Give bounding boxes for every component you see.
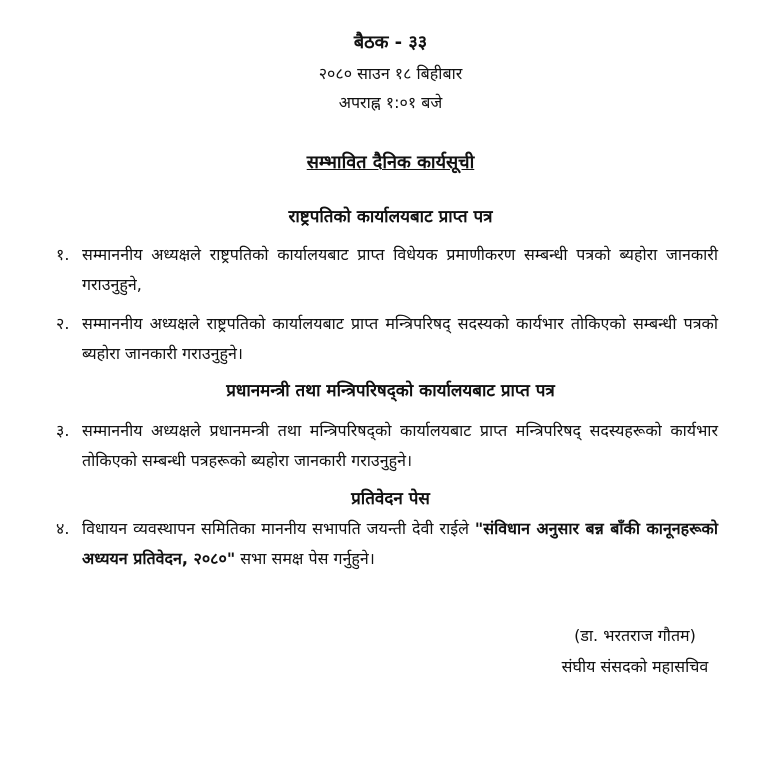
agenda-item <box>56 416 718 476</box>
meeting-number: बैठक - ३३ <box>353 32 428 53</box>
section-heading-president-office: राष्ट्रपतिको कार्यालयबाट प्राप्त पत्र <box>288 207 493 227</box>
signatory-title: संघीय संसदको महासचिव <box>561 657 709 676</box>
item-number: १. <box>56 245 70 264</box>
item-number: ३. <box>56 421 70 440</box>
section-heading-report-submission: प्रतिवेदन पेस <box>351 489 430 509</box>
meeting-time: अपराह्न १:०१ बजे <box>338 93 443 112</box>
item-text: सम्माननीय अध्यक्षले राष्ट्रपतिको कार्यालयबाट प्राप्त मन्त्रिपरिषद् सदस्यको कार्यभार तोकिएको सम्बन्धी पत्रको ब्यहोरा जानकारी गराउनुहुने। <box>82 314 718 363</box>
item-number: ४. <box>56 519 70 538</box>
section-heading-pm-office: प्रधानमन्त्री तथा मन्त्रिपरिषद्को कार्यालयबाट प्राप्त पत्र <box>226 381 555 401</box>
meeting-date: २०८० साउन १८ बिहीबार <box>318 64 463 83</box>
agenda-title: सम्भावित दैनिक कार्यसूची <box>306 152 475 173</box>
item-text-tail: सभा समक्ष पेस गर्नुहुने। <box>235 549 375 568</box>
agenda-item <box>56 309 718 369</box>
item-number: २. <box>56 314 70 333</box>
agenda-item <box>56 240 718 300</box>
agenda-item <box>56 514 718 574</box>
item-text-lead: विधायन व्यवस्थापन समितिका माननीय सभापति जयन्ती देवी राईले <box>82 519 475 538</box>
report-title: "संविधान अनुसार बन्न बाँकी कानूनहरूको अध्ययन प्रतिवेदन, २०८०" <box>82 519 718 568</box>
item-text: सम्माननीय अध्यक्षले प्रधानमन्त्री तथा मन्त्रिपरिषद्को कार्यालयबाट प्राप्त मन्त्रिपरिषद् सदस्यहरूको कार्यभार तोकिएको सम्बन्धी पत्रहरूको ब्यहोरा जानकारी गराउनुहुने। <box>82 421 718 470</box>
item-text: सम्माननीय अध्यक्षले राष्ट्रपतिको कार्यालयबाट प्राप्त विधेयक प्रमाणीकरण सम्बन्धी पत्रको ब्यहोरा जानकारी गराउनुहुने, <box>82 245 718 294</box>
item-text <box>82 514 718 574</box>
signatory-name: (डा. भरतराज गौतम) <box>574 626 696 645</box>
